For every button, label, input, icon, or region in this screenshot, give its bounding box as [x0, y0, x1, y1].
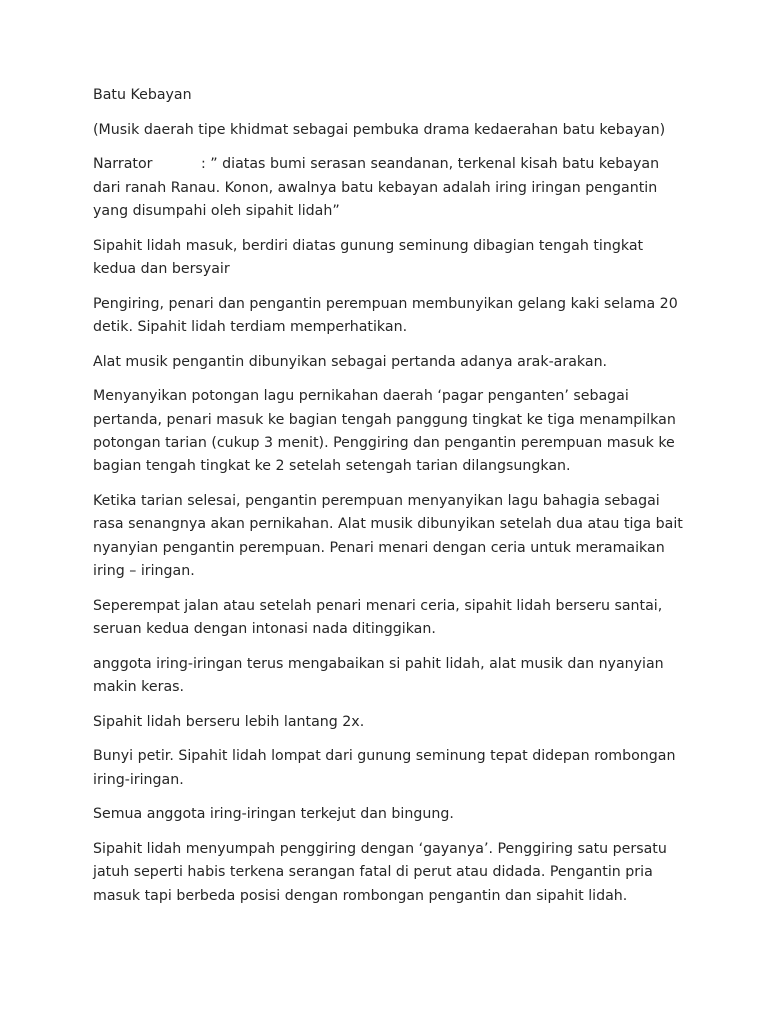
document-title: Batu Kebayan: [93, 87, 192, 103]
narrator-paragraph: [93, 153, 683, 223]
intro-paragraph: (Musik daerah tipe khidmat sebagai pembuka drama kedaerahan batu kebayan): [93, 121, 666, 138]
narrator-text: : ” diatas bumi serasan seandanan, terkenal kisah batu kebayan dari ranah Ranau. Konon, awalnya batu kebayan adalah iring iringan pengantin yang disumpahi oleh sipahit lidah”: [93, 156, 660, 219]
paragraph-7: anggota iring-iringan terus mengabaikan si pahit lidah, alat musik dan nyanyian makin keras.: [93, 655, 664, 696]
document-body: [93, 84, 683, 919]
paragraph-9: Bunyi petir. Sipahit lidah lompat dari gunung seminung tepat didepan rombongan iring-iringan.: [93, 748, 676, 788]
paragraph-5: Ketika tarian selesai, pengantin perempuan menyanyikan lagu bahagia sebagai rasa senangnya akan pernikahan. Alat musik dibunyikan setelah dua atau tiga bait nyanyian pengantin perempuan. Penari menari dengan ceria untuk meramaikan iring – iringan.: [93, 493, 683, 580]
paragraph-6: Seperempat jalan atau setelah penari menari ceria, sipahit lidah berseru santai, seruan kedua dengan intonasi nada ditinggikan.: [93, 597, 663, 638]
paragraph-4: Menyanyikan potongan lagu pernikahan daerah ‘pagar penganten’ sebagai pertanda, penari masuk ke bagian tengah panggung tingkat ke tiga menampilkan potongan tarian (cukup 3 menit). Penggiring dan pengantin perempuan masuk ke bagian tengah tingkat ke 2 setelah setengah tarian dilangsungkan.: [93, 388, 676, 475]
paragraph-11: Sipahit lidah menyumpah penggiring dengan ‘gayanya’. Penggiring satu persatu jatuh seperti habis terkena serangan fatal di perut atau didada. Pengantin pria masuk tapi berbeda posisi dengan rombongan pengantin dan sipahit lidah.: [93, 841, 667, 904]
paragraph-2: Pengiring, penari dan pengantin perempuan membunyikan gelang kaki selama 20 detik. Sipahit lidah terdiam memperhatikan.: [93, 295, 678, 335]
narrator-label: Narrator: [93, 156, 153, 173]
paragraph-3: Alat musik pengantin dibunyikan sebagai pertanda adanya arak-arakan.: [93, 353, 608, 370]
paragraph-8: Sipahit lidah berseru lebih lantang 2x.: [93, 713, 365, 730]
paragraph-10: Semua anggota iring-iringan terkejut dan bingung.: [93, 806, 454, 823]
paragraph-1: Sipahit lidah masuk, berdiri diatas gunung seminung dibagian tengah tingkat kedua dan bersyair: [93, 237, 644, 277]
